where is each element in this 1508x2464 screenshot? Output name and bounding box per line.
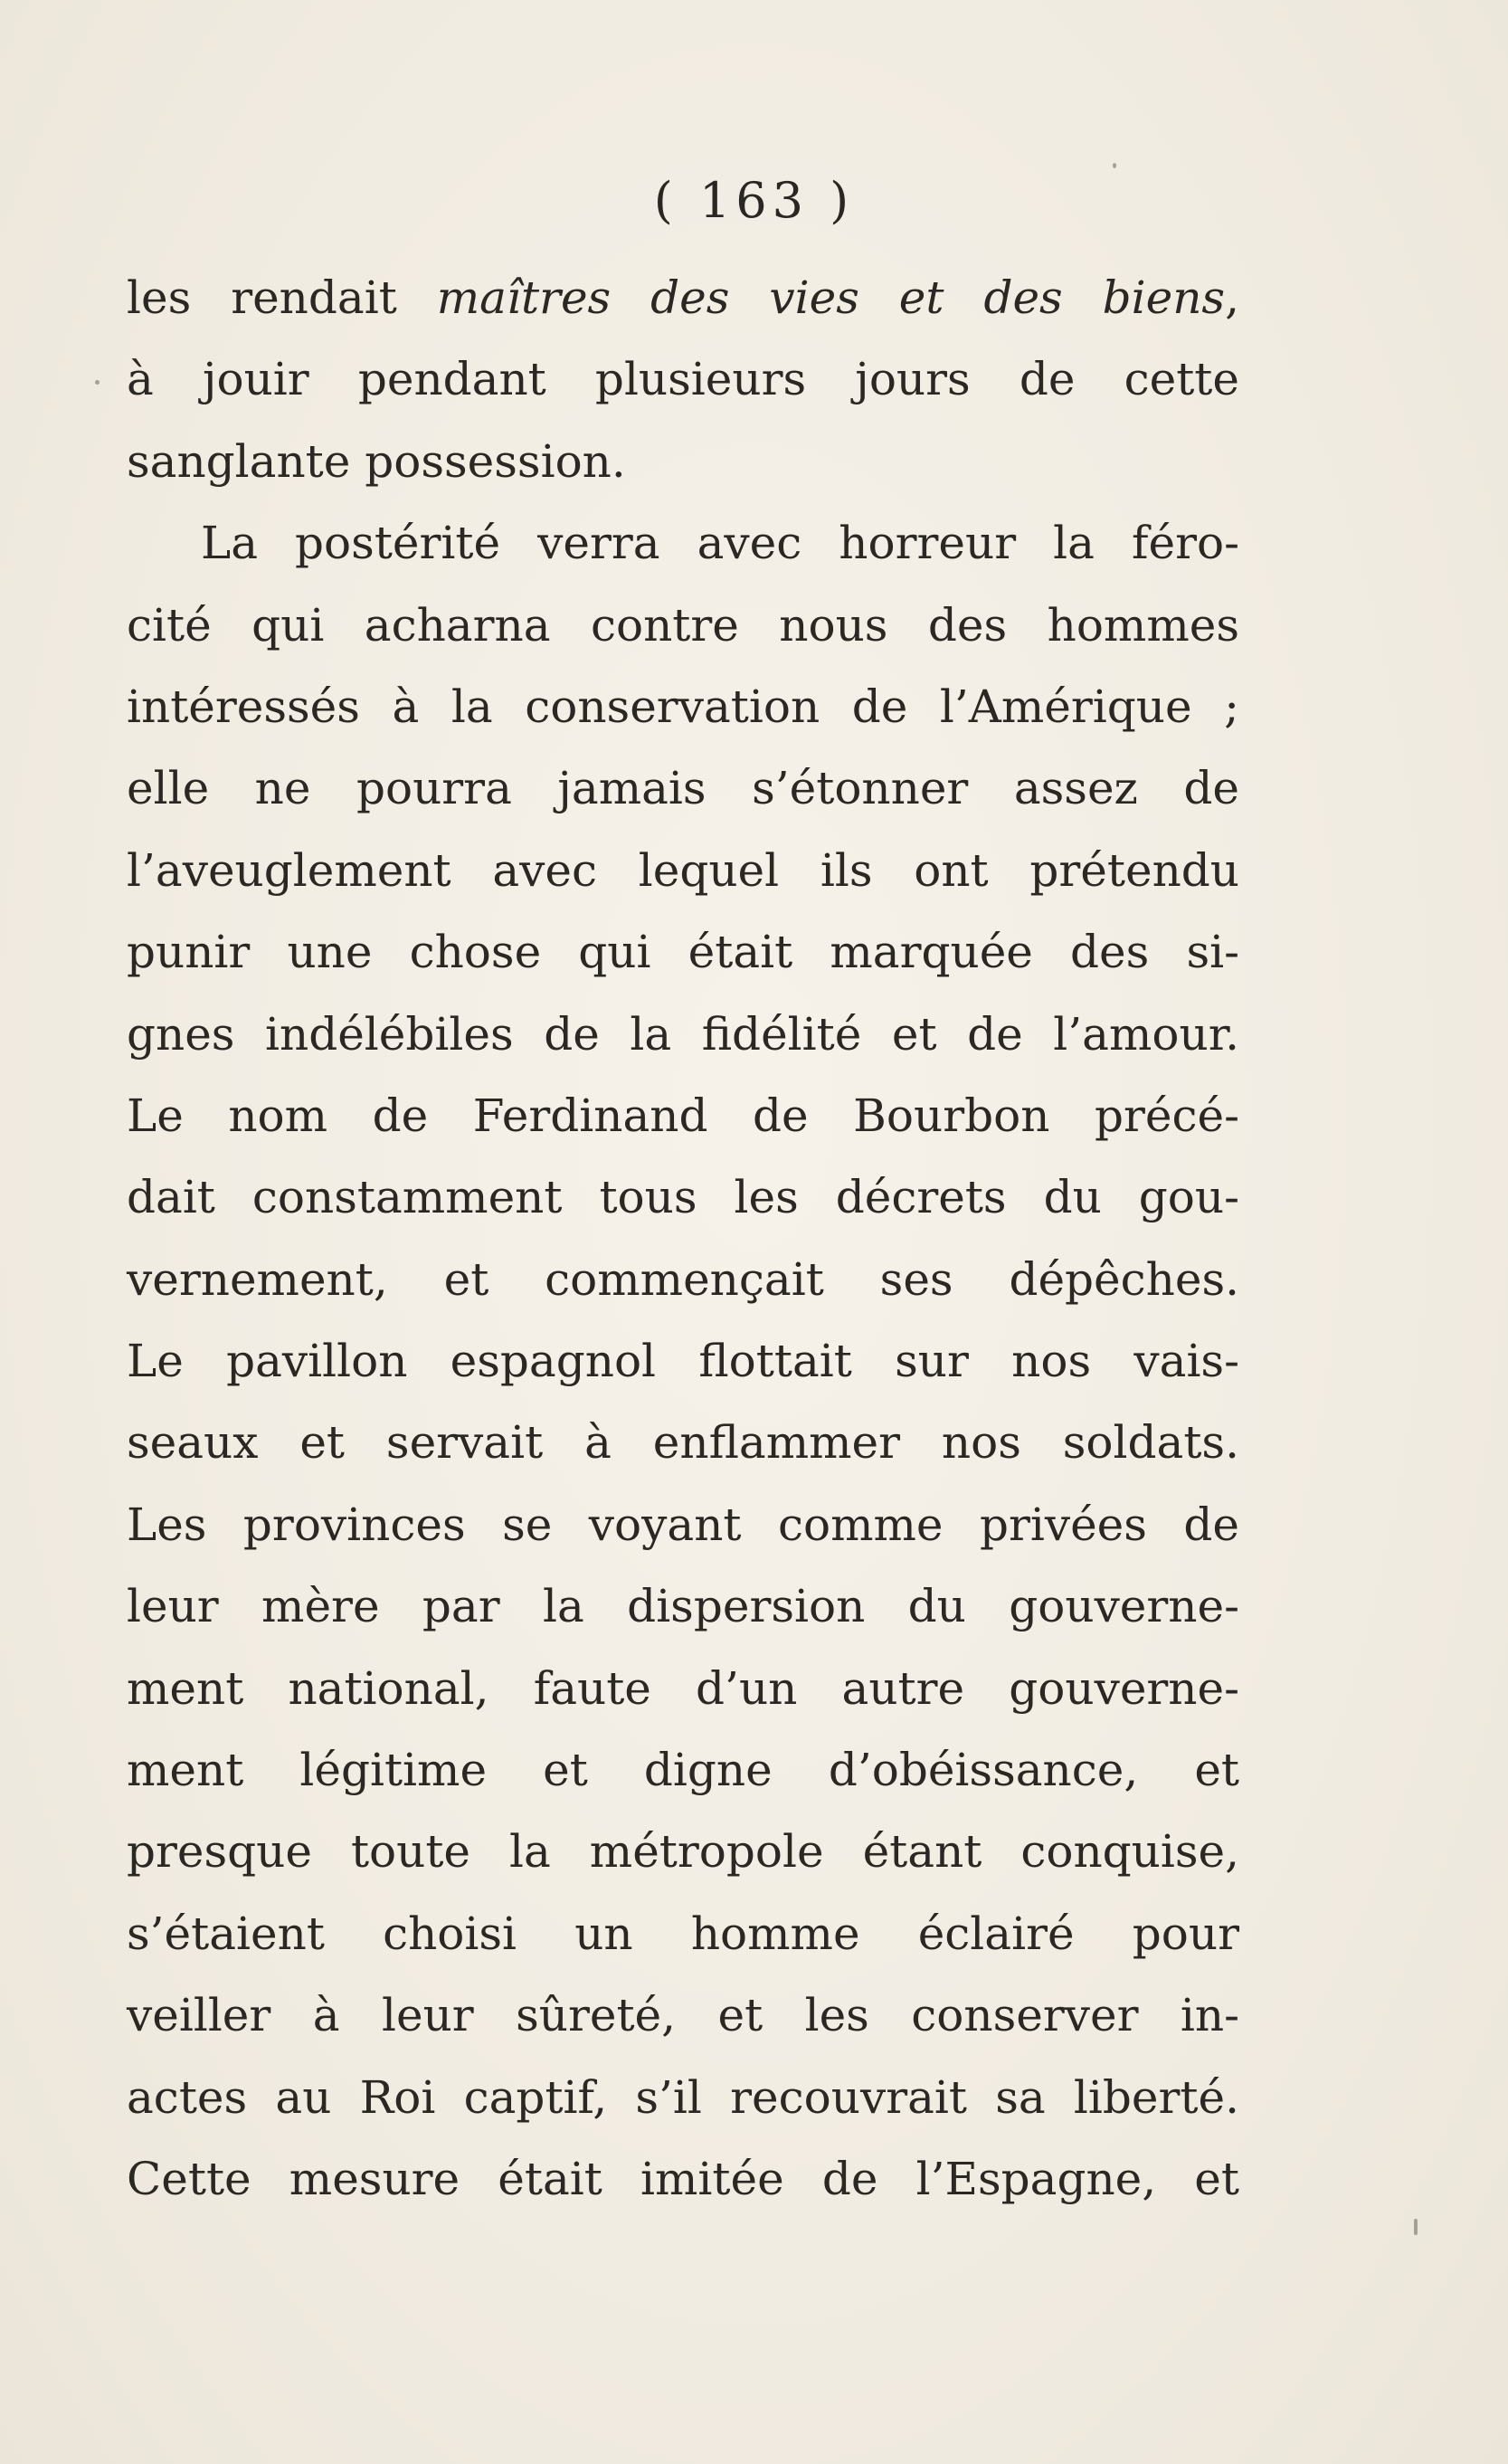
text-line: veiller à leur sûreté, et les conserver in- (127, 1989, 1239, 2042)
body-text (127, 257, 1239, 2220)
page-number: ( 163 ) (653, 172, 855, 229)
text-line: gnes indélébiles de la fidélité et de l’amour. (127, 1007, 1239, 1061)
text-line: Les provinces se voyant comme privées de (127, 1498, 1239, 1551)
text-line: ment légitime et digne d’obéissance, et (127, 1744, 1239, 1797)
text-line: l’aveuglement avec lequel ils ont prétendu (127, 843, 1239, 897)
text-line: seaux et servait à enflammer nos soldats. (127, 1416, 1239, 1470)
text-line: Le nom de Ferdinand de Bourbon précé- (127, 1089, 1239, 1142)
text-run: , (1225, 271, 1240, 324)
text-line: vernement, et commençait ses dépêches. (127, 1252, 1239, 1306)
text-line: leur mère par la dispersion du gouverne- (127, 1580, 1239, 1633)
text-line: à jouir pendant plusieurs jours de cette (127, 353, 1239, 406)
italic-phrase: maîtres des vies et des biens (436, 271, 1226, 324)
text-line: sanglante possession. (127, 434, 626, 488)
paper-speck (1113, 163, 1116, 168)
text-line: elle ne pourra jamais s’étonner assez de (127, 762, 1239, 815)
text-line: s’étaient choisi un homme éclairé pour (127, 1907, 1239, 1960)
text-run: les rendait (127, 271, 437, 324)
text-line: cité qui acharna contre nous des hommes (127, 598, 1239, 652)
text-line: Le pavillon espagnol flottait sur nos vais- (127, 1335, 1239, 1388)
text-line (127, 257, 1239, 338)
text-line: ment national, faute d’un autre gouverne- (127, 1661, 1239, 1715)
text-line: actes au Roi captif, s’il recouvrait sa liberté. (127, 2070, 1239, 2124)
text-line: dait constamment tous les décrets du gou- (127, 1171, 1239, 1224)
text-line: punir une chose qui était marquée des si- (127, 926, 1239, 979)
text-line: La postérité verra avec horreur la féro- (201, 517, 1239, 570)
text-line: presque toute la métropole étant conquise, (127, 1825, 1239, 1879)
paper-speck (95, 380, 100, 385)
text-line: Cette mesure était imitée de l’Espagne, et (127, 2152, 1239, 2205)
text-line: intéressés à la conservation de l’Amérique ; (127, 680, 1239, 733)
paper-speck (1414, 2219, 1418, 2235)
